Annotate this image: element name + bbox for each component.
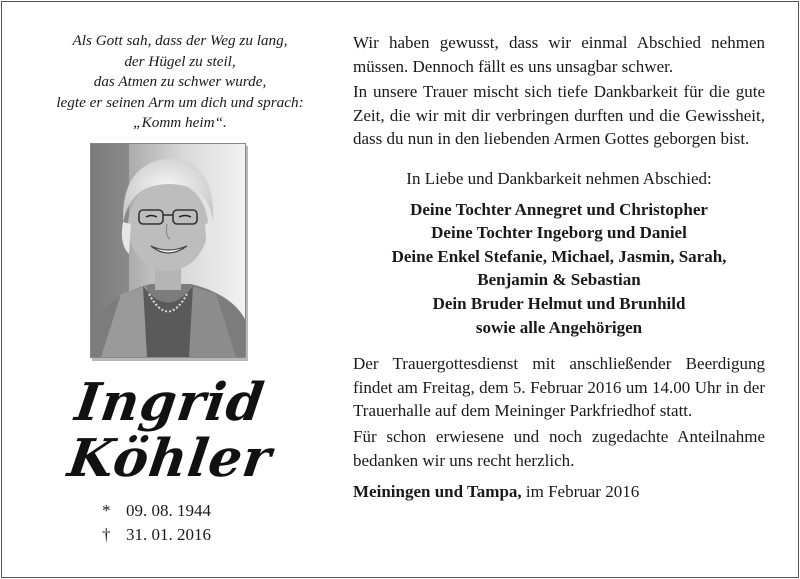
- death-symbol: †: [102, 525, 111, 544]
- deceased-first-name: Ingrid: [71, 372, 269, 433]
- poem-line: der Hügel zu steil,: [124, 52, 236, 70]
- birth-symbol: *: [102, 501, 111, 520]
- portrait-image: [91, 144, 245, 357]
- signoff: [353, 480, 765, 504]
- life-dates: [102, 499, 211, 547]
- birth-date: 09. 08. 1944: [126, 501, 211, 520]
- mourners-intro: In Liebe und Dankbarkeit nehmen Abschied:: [406, 168, 712, 188]
- mourner-line: Benjamin & Sebastian: [477, 270, 641, 290]
- signoff-place: Meiningen und Tampa,: [353, 482, 522, 502]
- mourner-line: Deine Tochter Annegret und Christopher: [410, 199, 708, 219]
- mourners-list: [353, 198, 765, 340]
- poem-line: Als Gott sah, dass der Weg zu lang,: [72, 32, 288, 49]
- poem-line: legte er seinen Arm um dich und sprach:: [56, 93, 304, 111]
- poem: [30, 31, 330, 134]
- death-date: 31. 01. 2016: [126, 525, 211, 544]
- mourner-line: Dein Bruder Helmut und Brunhild: [432, 293, 686, 313]
- mourner-line: Deine Enkel Stefanie, Michael, Jasmin, Sarah,: [391, 246, 727, 266]
- thanks-paragraph: Für schon erwiesene und noch zugedachte Anteilnahme bedanken wir uns recht herzlich.: [353, 426, 765, 470]
- funeral-service-info: Der Trauergottesdienst mit anschließender Beerdigung findet am Freitag, dem 5. Februar 2016 um 14.00 Uhr in der Trauerhalle auf dem Meininger Parkfriedhof statt.: [353, 354, 765, 421]
- farewell-paragraph: Wir haben gewusst, dass wir einmal Abschied nehmen müssen. Dennoch fällt es uns unsagbar schwer.: [353, 33, 765, 76]
- deceased-last-name: Köhler: [64, 428, 276, 489]
- birth-row: [102, 499, 211, 523]
- poem-line: „Komm heim“.: [133, 114, 227, 131]
- right-column: [353, 31, 765, 504]
- signoff-date: im Februar 2016: [525, 482, 640, 502]
- portrait-photo: [90, 143, 246, 358]
- mourner-line: sowie alle Angehörigen: [475, 317, 643, 337]
- death-row: [102, 523, 211, 547]
- gratitude-paragraph: In unsere Trauer mischt sich tiefe Dankbarkeit für die gute Zeit, die wir mit dir verbringen durften und die Gewissheit, dass du nun in den liebenden Armen Gottes geborgen bist.: [353, 82, 765, 149]
- mourner-line: Deine Tochter Ingeborg und Daniel: [431, 223, 687, 243]
- left-column: [0, 0, 340, 577]
- poem-line: das Atmen zu schwer wurde,: [93, 73, 267, 90]
